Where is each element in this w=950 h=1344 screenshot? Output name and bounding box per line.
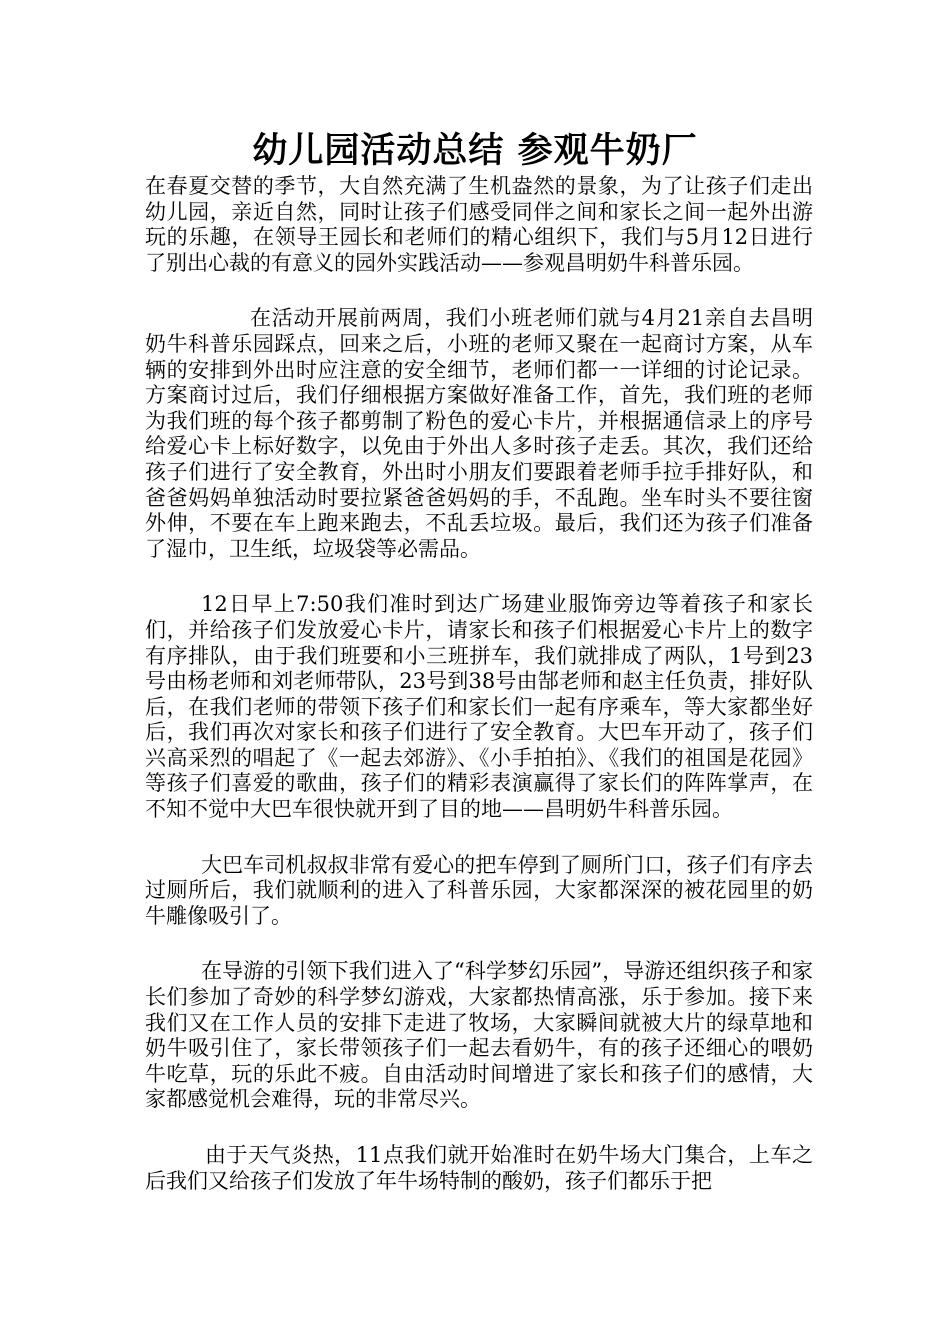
paragraph-return: 由于天气炎热，11点我们就开始准时在奶牛场大门集合，上车之后我们又给孩子们发放了年牛场特制的酸奶，孩子们都乐于把: [145, 1143, 813, 1193]
paragraph-gap: [145, 929, 813, 959]
paragraph-preparation: 在活动开展前两周，我们小班老师们就与4月21亲自去昌明奶牛科普乐园踩点，回来之后，小班的老师又聚在一起商讨方案，从车辆的安排到外出时应注意的安全细节，老师们都一一详细的讨论记录。方案商讨过后，我们仔细根据方案做好准备工作，首先，我们班的老师为我们班的每个孩子都剪制了粉色的爱心卡片，并根据通信录上的序号给爱心卡上标好数字，以免由于外出人多时孩子走丢。其次，我们还给孩子们进行了安全教育，外出时小朋友们要跟着老师手拉手排好队，和爸爸妈妈单独活动时要拉紧爸爸妈妈的手，不乱跑。坐车时头不要往窗外伸，不要在车上跑来跑去，不乱丢垃圾。最后，我们还为孩子们准备了湿巾，卫生纸，垃圾袋等必需品。: [145, 306, 813, 561]
document-body: [145, 174, 813, 1194]
paragraph-arrival: 大巴车司机叔叔非常有爱心的把车停到了厕所门口，孩子们有序去过厕所后，我们就顺利的进入了科普乐园，大家都深深的被花园里的奶牛雕像吸引了。: [145, 852, 813, 928]
paragraph-departure: 12日早上7:50我们准时到达广场建业服饰旁边等着孩子和家长们，并给孩子们发放爱心卡片，请家长和孩子们根据爱心卡片上的数字有序排队，由于我们班要和小三班拼车，我们就排成了两队，1号到23号由杨老师和刘老师带队，23号到38号由郜老师和赵主任负责，排好队后，在我们老师的带领下孩子们和家长们一起有序乘车，等大家都坐好后，我们再次对家长和孩子们进行了安全教育。大巴车开动了，孩子们兴高采烈的唱起了《一起去郊游》、《小手拍拍》、《我们的祖国是花园》等孩子们喜爱的歌曲，孩子们的精彩表演赢得了家长们的阵阵掌声，在不知不觉中大巴车很快就开到了目的地——昌明奶牛科普乐园。: [145, 592, 813, 822]
document-title: 幼儿园活动总结 参观牛奶厂: [252, 131, 698, 171]
paragraph-gap: [145, 276, 813, 306]
paragraph-gap: [145, 823, 813, 853]
paragraph-gap: [145, 1113, 813, 1143]
paragraph-activities: 在导游的引领下我们进入了“科学梦幻乐园”，导游还组织孩子和家长们参加了奇妙的科学梦幻游戏，大家都热情高涨，乐于参加。接下来我们又在工作人员的安排下走进了牧场，大家瞬间就被大片的绿草地和奶牛吸引住了，家长带领孩子们一起去看奶牛，有的孩子还细心的喂奶牛吃草，玩的乐此不疲。自由活动时间增进了家长和孩子们的感情，大家都感觉机会难得，玩的非常尽兴。: [145, 959, 813, 1112]
paragraph-intro: 在春夏交替的季节，大自然充满了生机盎然的景象，为了让孩子们走出幼儿园，亲近自然，同时让孩子们感受同伴之间和家长之间一起外出游玩的乐趣，在领导王园长和老师们的精心组织下，我们与5月12日进行了别出心裁的有意义的园外实践活动——参观昌明奶牛科普乐园。: [145, 174, 813, 275]
paragraph-gap: [145, 562, 813, 592]
